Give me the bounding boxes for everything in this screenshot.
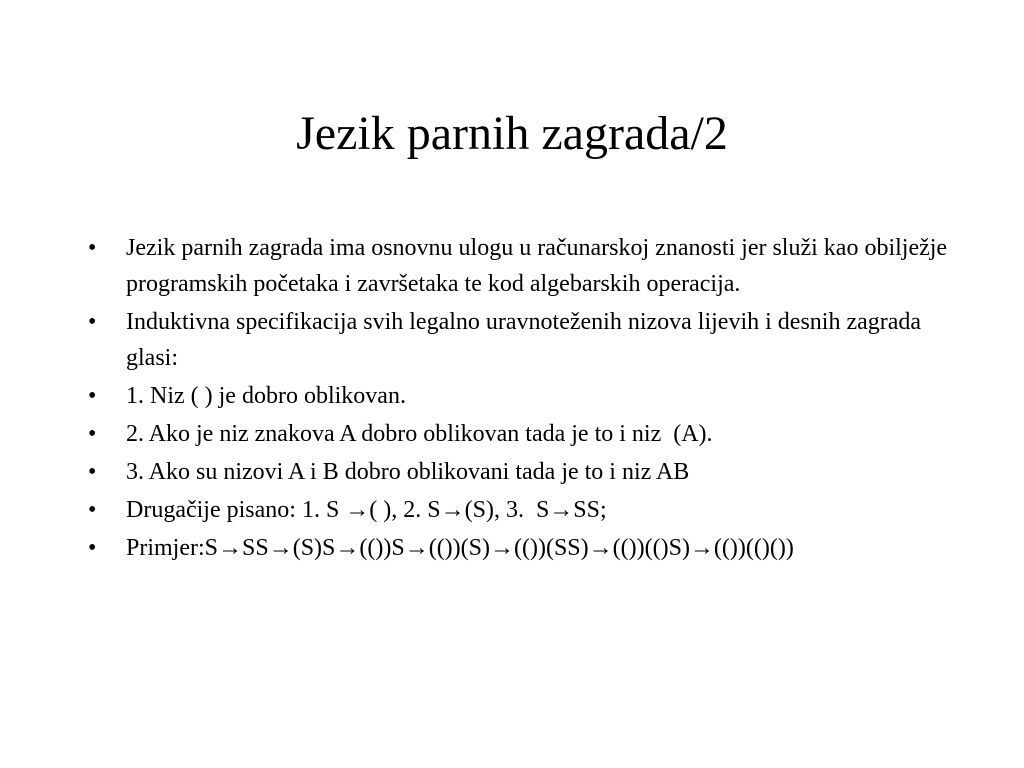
bullet-icon: •	[88, 535, 97, 561]
bullet-item-5	[84, 454, 964, 490]
bullet-icon: •	[88, 235, 97, 261]
bullet-icon: •	[88, 421, 97, 447]
bullet-icon: •	[88, 459, 97, 485]
bullet-icon: •	[88, 309, 97, 335]
bullet-text: 2. Ako je niz znakova A dobro oblikovan tada je to i niz (A).	[126, 421, 713, 447]
bullet-text: Primjer:S→SS→(S)S→(())S→(())(S)→(())(SS)→(())(()S)→(())(()())	[126, 535, 794, 561]
bullet-text: 1. Niz ( ) je dobro oblikovan.	[126, 383, 406, 409]
bullet-icon: •	[88, 383, 97, 409]
bullet-text: Induktivna specifikacija svih legalno uravnoteženih nizova lijevih i desnih zagrada glasi:	[126, 309, 922, 371]
bullet-icon: •	[88, 497, 97, 523]
bullet-item-6	[84, 492, 964, 528]
bullet-text: 3. Ako su nizovi A i B dobro oblikovani tada je to i niz AB	[126, 459, 690, 485]
bullet-text: Drugačije pisano: 1. S →( ), 2. S→(S), 3. S→SS;	[126, 497, 607, 523]
bullet-item-7	[84, 530, 964, 566]
bullet-item-4	[84, 416, 964, 452]
bullet-item-3	[84, 378, 964, 414]
bullet-item-2	[84, 304, 964, 376]
bullet-text: Jezik parnih zagrada ima osnovnu ulogu u računarskoj znanosti jer služi kao obilježje programskih početaka i završetaka te kod algebarskih operacija.	[126, 235, 948, 297]
slide-title: Jezik parnih zagrada/2	[296, 107, 728, 160]
bullet-list	[84, 230, 964, 568]
bullet-item-1	[84, 230, 964, 302]
